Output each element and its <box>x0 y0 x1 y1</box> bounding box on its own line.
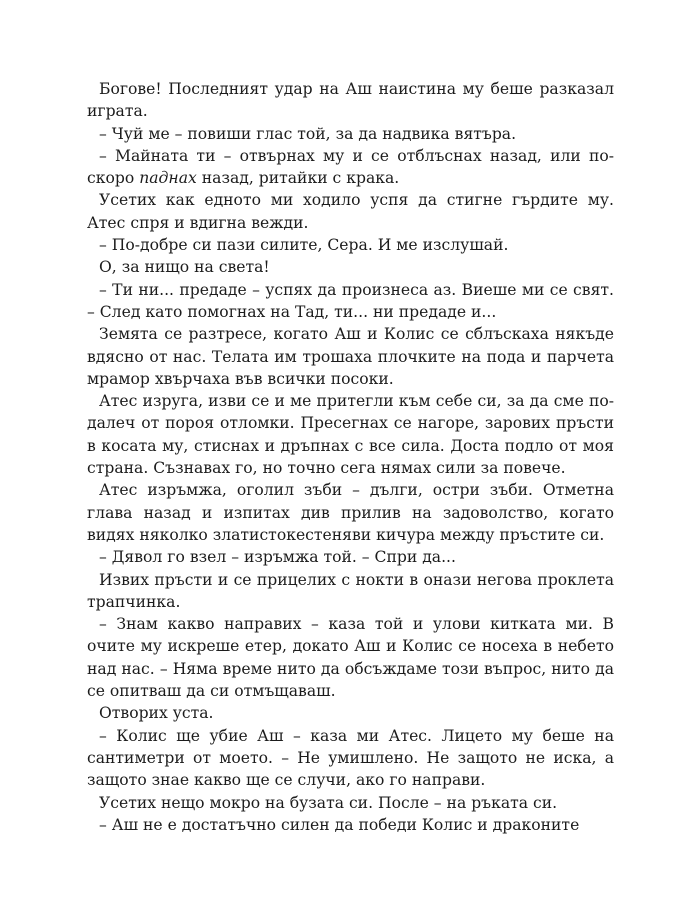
paragraph-3-before: – Майната ти – отвърнах му и се отблъснах назад, или по-скоро <box>87 146 614 188</box>
paragraph-13: – Знам какво направих – каза той и улови китката ми. В очите му искреше етер, докато Аш и Колис се носеха в небето над нас. – Няма време нито да обсъждаме този въпрос, нито да се опитваш да си отмъщаваш. <box>87 615 614 701</box>
paragraph-3-italic: паднах <box>139 169 197 188</box>
paragraph-3 <box>87 145 614 190</box>
paragraph-11: – Дявол го взел – изръмжа той. – Спри да... <box>99 548 456 567</box>
paragraph-17: – Аш не е достатъчно силен да победи Колис и драконите <box>99 815 580 834</box>
paragraph-8: Земята се разтресе, когато Аш и Колис се сблъскаха някъде вдясно от нас. Телата им трошаха плочките на пода и парчета мрамор хвърчаха във всички посоки. <box>87 325 614 388</box>
paragraph-16: Усетих нещо мокро на бузата си. После – на ръката си. <box>99 793 558 812</box>
paragraph-5: – По-добре си пази силите, Сера. И ме изслушай. <box>99 236 509 255</box>
paragraph-10: Атес изръмжа, оголил зъби – дълги, остри зъби. Отметна глава назад и изпитах див прилив на задоволство, когато видях няколко златистокестеняви кичура между пръстите си. <box>87 481 614 544</box>
paragraph-4: Усетих как едното ми ходило успя да стигне гърдите му. Атес спря и вдигна вежди. <box>87 191 614 232</box>
paragraph-14: Отворих уста. <box>99 704 214 723</box>
page-body <box>87 78 614 836</box>
paragraph-7: – Ти ни... предаде – успях да произнеса аз. Виеше ми се свят. – След като помогнах на Тад, ти... ни предаде и... <box>87 280 614 321</box>
paragraph-6: О, за нищо на света! <box>99 258 270 277</box>
paragraph-3-after: назад, ритайки с крака. <box>196 169 400 188</box>
paragraph-12: Извих пръсти и се прицелих с нокти в онази негова проклета трапчинка. <box>87 570 614 611</box>
paragraph-1: Богове! Последният удар на Аш наистина му беше разказал играта. <box>87 80 614 121</box>
paragraph-9: Атес изруга, изви се и ме притегли към себе си, за да сме по-далеч от пороя отломки. Пресегнах се нагоре, зарових пръсти в косата му, стиснах и дръпнах с все сила. Доста подло от моя страна. Съзнавах го, но точно сега нямах сили за повече. <box>87 392 614 478</box>
paragraph-2: – Чуй ме – повиши глас той, за да надвика вятъра. <box>99 124 517 143</box>
paragraph-15: – Колис ще убие Аш – каза ми Атес. Лицето му беше на сантиметри от моето. – Не умишлено. Не защото не иска, а защото знае какво ще се случи, ако го направи. <box>87 726 614 790</box>
